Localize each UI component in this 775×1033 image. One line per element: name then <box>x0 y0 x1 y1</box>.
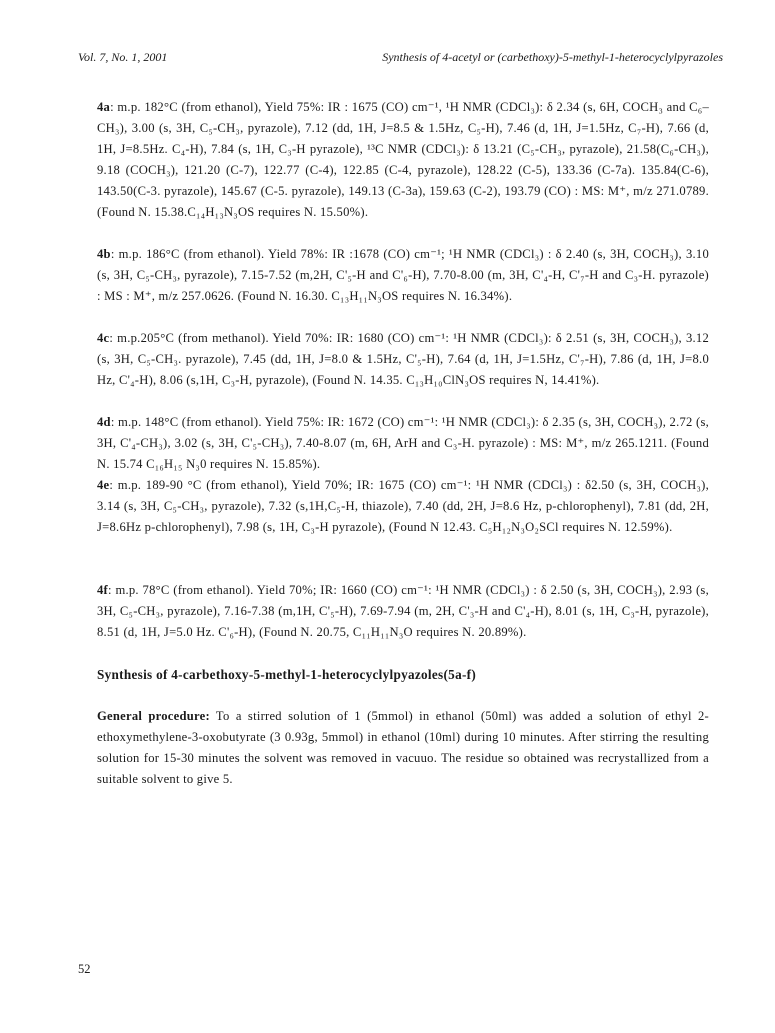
section-heading: Synthesis of 4-carbethoxy-5-methyl-1-heterocyclylpyazoles(5a-f) <box>97 667 477 682</box>
procedure-text: To a stirred solution of 1 (5mmol) in ethanol (50ml) was added a solution of ethyl 2-ethoxymethylene-3-oxobutyrate (3 0.93g, 5mmol) in ethanol (10ml) during 10 minutes. After stirring the resulting solution for 15-30 minutes the solvent was removed in vacuuo. The residue so obtained was recrystallized from a suitable solvent to give 5. <box>97 709 709 786</box>
compound-4e-paragraph <box>97 475 709 538</box>
compound-4c-paragraph <box>97 328 709 391</box>
compound-data: : m.p.205°C (from methanol). Yield 70%: IR: 1680 (CO) cm⁻¹: ¹H NMR (CDCl₃): δ 2.51 (s, 3H, COCH₃), 3.12 (s, 3H, C₅-CH₃. pyrazole), 7.45 (dd, 1H, J=8.0 & 1.5Hz, C'₅-H), 7.64 (d, 1H, J=1.5Hz, C'₇-H), 7.86 (d, 1H, J=8.0 Hz, C'₄-H), 8.06 (s,1H, C₃-H, pyrazole), (Found N. 14.35. C₁₃H₁₀ClN₃OS requires N, 14.41%). <box>97 331 709 387</box>
procedure-label: General procedure: <box>97 709 210 723</box>
compound-data: : m.p. 148°C (from ethanol). Yield 75%: IR: 1672 (CO) cm⁻¹: ¹H NMR (CDCl₃): δ 2.35 (s, 3H, COCH₃), 2.72 (s, 3H, C'₄-CH₃), 3.02 (s, 3H, C'₅-CH₃), 7.40-8.07 (m, 6H, ArH and C₃-H. pyrazole) : MS: M⁺, m/z 265.1211. (Found N. 15.74 C₁₆H₁₅ N₃0 requires N. 15.85%). <box>97 415 709 471</box>
compound-data: : m.p. 189-90 °C (from ethanol), Yield 70%; IR: 1675 (CO) cm⁻¹: ¹H NMR (CDCl₃) : δ2.50 (s, 3H, COCH₃), 3.14 (s, 3H, C₅-CH₃, pyrazole), 7.32 (s,1H,C₅-H, thiazole), 7.40 (dd, 2H, J=8.6 Hz, p-chlorophenyl), 7.81 (dd, 2H, J=8.6Hz p-chlorophenyl), 7.98 (s, 1H, C₃-H pyrazole), (Found N 12.43. C₅H₁₂N₃O₂SCl requires N. 12.59%). <box>97 478 709 534</box>
compound-label: 4e <box>97 478 110 492</box>
compound-label: 4c <box>97 331 110 345</box>
compound-data: : m.p. 78°C (from ethanol). Yield 70%; IR: 1660 (CO) cm⁻¹: ¹H NMR (CDCl₃) : δ 2.50 (s, 3H, COCH₃), 2.93 (s, 3H, C₅-CH₃, pyrazole), 7.16-7.38 (m,1H, C'₅-H), 7.69-7.94 (m, 2H, C'₃-H and C'₄-H), 8.01 (s, 1H, C₃-H, pyrazole), 8.51 (d, 1H, J=5.0 Hz. C'₆-H), (Found N. 20.75, C₁₁H₁₁N₃O requires N. 20.89%). <box>97 583 709 639</box>
page-number: 52 <box>78 962 91 976</box>
compound-label: 4b <box>97 247 111 261</box>
compound-data: : m.p. 186°C (from ethanol). Yield 78%: IR :1678 (CO) cm⁻¹; ¹H NMR (CDCl₃) : δ 2.40 (s, 3H, COCH₃), 3.10 (s, 3H, C₅-CH₃, pyrazole), 7.15-7.52 (m,2H, C'₅-H and C'₆-H), 7.70-8.00 (m, 3H, C'₄-H, C'₇-H and C₃-H. pyrazole) : MS : M⁺, m/z 257.0626. (Found N. 16.30. C₁₃H₁₁N₃OS requires N. 16.34%). <box>97 247 709 303</box>
compound-data: : m.p. 182°C (from ethanol), Yield 75%: IR : 1675 (CO) cm⁻¹, ¹H NMR (CDCl₃): δ 2.34 (s, 6H, COCH₃ and C₆–CH₃), 3.00 (s, 3H, C₅-CH₃, pyrazole), 7.12 (dd, 1H, J=8.5 & 1.5Hz, C₅-H), 7.46 (d, 1H, J=1.5Hz, C₇-H), 7.66 (d, 1H, J=8.5Hz. C₄-H), 7.84 (s, 1H, C₃-H pyrazole), ¹³C NMR (CDCl₃): δ 13.21 (C₅-CH₃, pyrazole), 21.58(C₆-CH₃), 9.18 (COCH₃), 121.20 (C-7), 122.77 (C-4), 122.85 (C-4, pyrazole), 128.22 (C-5), 133.36 (C-7a). 135.84(C-6), 143.50(C-3. pyrazole), 145.67 (C-5. pyrazole), 149.13 (C-3a), 159.63 (C-2), 193.79 (CO) : MS: M⁺, m/z 271.0789. (Found N. 15.38.C₁₄H₁₃N₃OS requires N. 15.50%). <box>97 100 709 219</box>
running-header <box>78 50 723 70</box>
compound-4b-paragraph <box>97 244 709 307</box>
compound-4a-paragraph <box>97 97 709 223</box>
compound-4f-paragraph <box>97 580 709 643</box>
running-title: Synthesis of 4-acetyl or (carbethoxy)-5-methyl-1-heterocyclylpyrazoles <box>382 50 723 64</box>
compound-label: 4a <box>97 100 111 114</box>
general-procedure-paragraph <box>97 706 709 790</box>
compound-label: 4f <box>97 583 108 597</box>
journal-volume: Vol. 7, No. 1, 2001 <box>78 50 168 64</box>
compound-label: 4d <box>97 415 111 429</box>
compound-4d-paragraph <box>97 412 709 475</box>
page-body <box>97 97 709 811</box>
spacer <box>97 559 709 580</box>
